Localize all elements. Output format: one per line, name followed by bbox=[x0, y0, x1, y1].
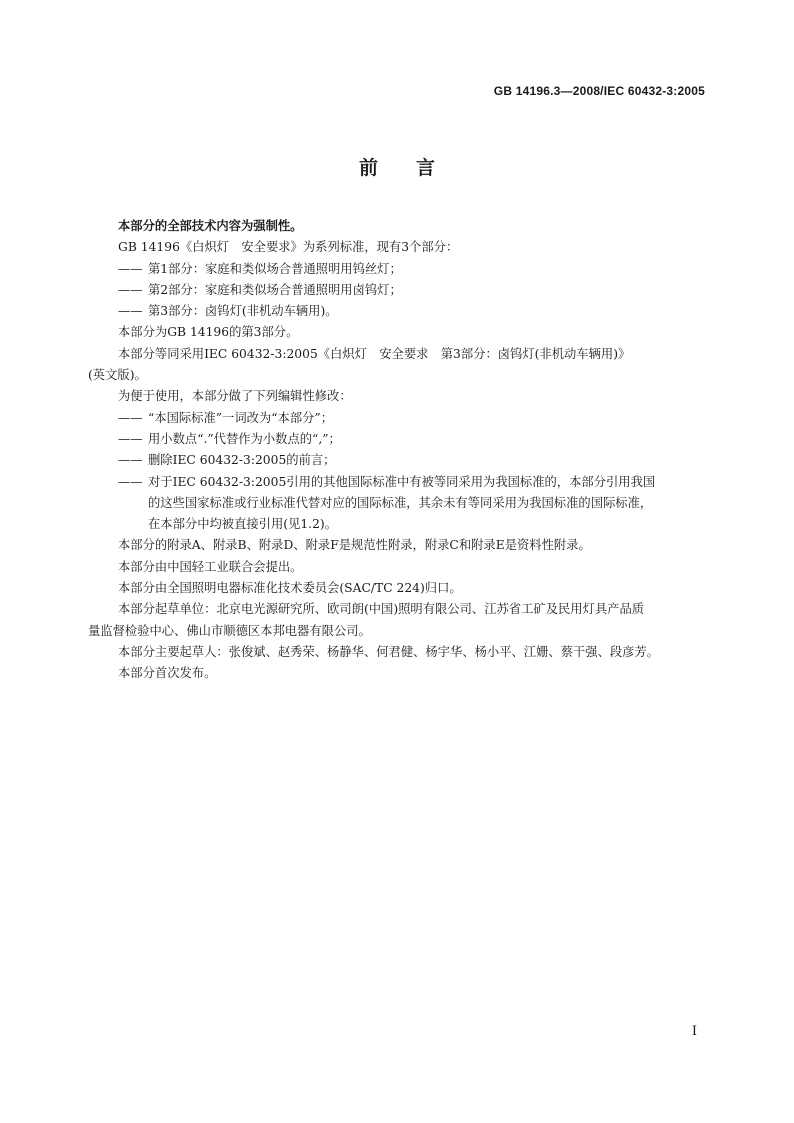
standard-code-header: GB 14196.3—2008/IEC 60432-3:2005 bbox=[493, 84, 705, 98]
committee-statement: 本部分由全国照明电器标准化技术委员会(SAC/TC 224)归口。 bbox=[118, 581, 462, 596]
part-statement: 本部分为GB 14196的第3部分。 bbox=[118, 325, 299, 340]
dash-marker: —— bbox=[118, 453, 143, 468]
foreword-body bbox=[88, 216, 706, 685]
dash-marker: —— bbox=[118, 261, 143, 276]
drafters: 本部分主要起草人：张俊斌、赵秀荣、杨静华、何君健、杨宇华、杨小平、江姗、蔡干强、段彦芳。 bbox=[118, 644, 660, 659]
adoption-statement: 本部分等同采用IEC 60432-3:2005《白炽灯 安全要求 第3部分：卤钨灯(非机动车辆用)》 bbox=[118, 346, 631, 361]
dash-marker: —— bbox=[118, 282, 143, 297]
first-release: 本部分首次发布。 bbox=[118, 666, 217, 681]
dash-marker: —— bbox=[118, 410, 143, 425]
drafting-units: 本部分起草单位：北京电光源研究所、欧司朗(中国)照明有限公司、江苏省工矿及民用灯具产品质 bbox=[118, 602, 645, 617]
drafting-units-cont: 量监督检验中心、佛山市顺德区本邦电器有限公司。 bbox=[88, 623, 371, 638]
list-item-change-1: —— “本国际标准”一词改为“本部分”； bbox=[118, 408, 706, 429]
series-intro: GB 14196《白炽灯 安全要求》为系列标准，现有3个部分： bbox=[118, 240, 459, 255]
proposer-statement: 本部分由中国轻工业联合会提出。 bbox=[118, 559, 303, 574]
list-item-change-2: —— 用小数点“.”代替作为小数点的“,”； bbox=[118, 429, 706, 450]
editorial-changes-intro: 为便于使用，本部分做了下列编辑性修改： bbox=[118, 389, 352, 404]
dash-marker: —— bbox=[118, 431, 143, 446]
list-item-part-1: —— 第1部分：家庭和类似场合普通照明用钨丝灯； bbox=[118, 259, 706, 280]
page-title: 前言 bbox=[358, 157, 473, 179]
list-item-change-4: —— 对于IEC 60432-3:2005引用的其他国际标准中有被等同采用为我国标准的，本部分引用我国 bbox=[118, 472, 706, 493]
dash-marker: —— bbox=[118, 304, 143, 319]
list-item-change-3: —— 删除IEC 60432-3:2005的前言； bbox=[118, 450, 706, 471]
mandatory-statement: 本部分的全部技术内容为强制性。 bbox=[118, 219, 303, 233]
list-item-part-3: —— 第3部分：卤钨灯(非机动车辆用)。 bbox=[118, 301, 706, 322]
annex-statement: 本部分的附录A、附录B、附录D、附录F是规范性附录，附录C和附录E是资料性附录。 bbox=[118, 538, 591, 553]
page-number: I bbox=[691, 1024, 697, 1039]
dash-marker: —— bbox=[118, 474, 143, 489]
list-item-change-4-cont: 在本部分中均被直接引用(见1.2)。 bbox=[148, 517, 338, 532]
adoption-statement-cont: (英文版)。 bbox=[88, 368, 147, 383]
list-item-change-4-cont: 的这些国家标准或行业标准代替对应的国际标准，其余未有等同采用为我国标准的国际标准， bbox=[148, 495, 653, 510]
list-item-part-2: —— 第2部分：家庭和类似场合普通照明用卤钨灯； bbox=[118, 280, 706, 301]
